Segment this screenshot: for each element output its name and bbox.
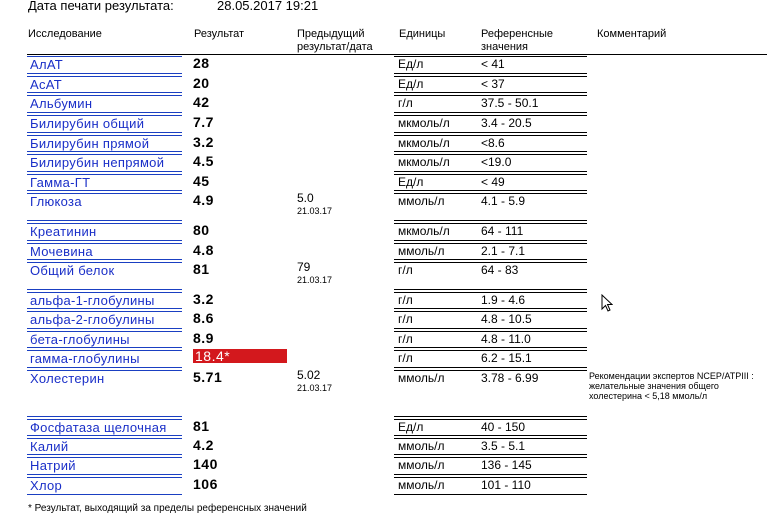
table-row xyxy=(27,418,767,437)
units-cell xyxy=(394,477,480,495)
result-value: 4.8 xyxy=(193,242,214,258)
reference-range: 4.1 - 5.9 xyxy=(481,194,526,208)
test-name[interactable]: Хлор xyxy=(30,478,63,493)
test-name-cell xyxy=(27,438,182,455)
reference-cell xyxy=(478,331,587,348)
result-value: 4.9 xyxy=(193,192,214,208)
result-value: 4.5 xyxy=(193,153,214,169)
previous-result-date: 21.03.17 xyxy=(297,206,333,216)
units: мкмоль/л xyxy=(398,116,450,130)
test-name[interactable]: Билирубин общий xyxy=(30,116,145,131)
print-date-label: Дата печати результата: xyxy=(28,0,174,13)
reference-cell xyxy=(478,457,587,475)
test-name[interactable]: альфа-1-глобулины xyxy=(30,293,155,308)
reference-range: 3.78 - 6.99 xyxy=(481,371,539,385)
table-row xyxy=(27,134,767,153)
units: Ед/л xyxy=(398,175,424,189)
units-cell xyxy=(394,223,480,241)
result-value: 7.7 xyxy=(193,114,214,130)
units-cell xyxy=(394,419,480,436)
reference-range: 64 - 111 xyxy=(481,224,524,238)
reference-range: 4.8 - 10.5 xyxy=(481,312,532,326)
units: Ед/л xyxy=(398,57,424,71)
units: г/л xyxy=(398,332,413,346)
units: г/л xyxy=(398,351,413,365)
test-name[interactable]: альфа-2-глобулины xyxy=(30,312,155,327)
result-value: 106 xyxy=(193,476,218,492)
test-name[interactable]: Фосфатаза щелочная xyxy=(30,420,167,435)
test-name-cell xyxy=(27,311,182,329)
units: г/л xyxy=(398,96,413,110)
reference-cell xyxy=(478,193,587,221)
table-row xyxy=(27,476,767,496)
units-cell xyxy=(394,438,480,455)
units: Ед/л xyxy=(398,420,424,434)
reference-range: < 49 xyxy=(481,175,505,189)
units-cell xyxy=(394,154,480,172)
previous-result: 5.0 xyxy=(297,191,314,205)
test-name-cell xyxy=(27,76,182,93)
test-name-cell xyxy=(27,331,182,348)
reference-range: 2.1 - 7.1 xyxy=(481,244,526,258)
table-row xyxy=(27,456,767,476)
units-cell xyxy=(394,370,480,417)
test-name-cell xyxy=(27,56,182,74)
units: мкмоль/л xyxy=(398,136,450,150)
footnote: * Результат, выходящий за пределы референсных значений xyxy=(28,503,307,514)
reference-cell xyxy=(478,350,587,368)
result-value: 80 xyxy=(193,222,210,238)
table-row xyxy=(27,55,767,75)
reference-cell xyxy=(478,477,587,495)
reference-range: < 37 xyxy=(481,77,505,91)
reference-range: <8.6 xyxy=(481,136,505,150)
test-name-cell xyxy=(27,193,182,221)
test-name-cell xyxy=(27,243,182,260)
reference-range: 136 - 145 xyxy=(481,458,532,472)
units-cell xyxy=(394,174,480,191)
header-result: Результат xyxy=(194,28,245,40)
units-cell xyxy=(394,331,480,348)
test-name[interactable]: Натрий xyxy=(30,458,76,473)
table-row xyxy=(27,310,767,330)
units: ммоль/л xyxy=(398,439,445,453)
test-name-cell xyxy=(27,292,182,309)
test-name[interactable]: Общий белок xyxy=(30,263,115,278)
table-row xyxy=(27,192,767,222)
units: мкмоль/л xyxy=(398,155,450,169)
table-row xyxy=(27,330,767,349)
units-cell xyxy=(394,243,480,260)
reference-cell xyxy=(478,115,587,133)
table-row xyxy=(27,369,767,418)
table-row xyxy=(27,291,767,310)
units: ммоль/л xyxy=(398,458,445,472)
header-comment: Комментарий xyxy=(597,28,667,40)
print-date-value: 28.05.2017 19:21 xyxy=(217,0,319,13)
test-name[interactable]: Гамма-ГТ xyxy=(30,175,91,190)
reference-range: 3.4 - 20.5 xyxy=(481,116,532,130)
units: ммоль/л xyxy=(398,194,445,208)
result-value: 81 xyxy=(193,418,210,434)
reference-range: 64 - 83 xyxy=(481,263,519,277)
reference-cell xyxy=(478,370,587,417)
units: г/л xyxy=(398,263,413,277)
result-value: 3.2 xyxy=(193,291,214,307)
reference-cell xyxy=(478,76,587,93)
comment: Рекомендации экспертов NCEP/ATPIII : желательные значения общего холестерина < 5,18 ммоль/л xyxy=(589,371,754,401)
test-name[interactable]: Альбумин xyxy=(30,96,93,111)
units: г/л xyxy=(398,293,413,307)
table-row xyxy=(27,349,767,369)
test-name[interactable]: Глюкоза xyxy=(30,194,82,209)
test-name[interactable]: Билирубин непрямой xyxy=(30,155,165,170)
units: ммоль/л xyxy=(398,478,445,492)
units-cell xyxy=(394,457,480,475)
previous-result-date: 21.03.17 xyxy=(297,275,333,285)
reference-cell xyxy=(478,135,587,152)
reference-cell xyxy=(478,95,587,113)
reference-cell xyxy=(478,243,587,260)
units-cell xyxy=(394,135,480,152)
reference-cell xyxy=(478,56,587,74)
reference-range: 3.5 - 5.1 xyxy=(481,439,526,453)
result-value: 8.9 xyxy=(193,330,214,346)
result-value: 42 xyxy=(193,94,210,110)
table-row xyxy=(27,173,767,192)
reference-range: 40 - 150 xyxy=(481,420,526,434)
result-value: 81 xyxy=(193,261,210,277)
result-value: 20 xyxy=(193,75,210,91)
units-cell xyxy=(394,311,480,329)
reference-cell xyxy=(478,154,587,172)
reference-cell xyxy=(478,262,587,290)
previous-result: 79 xyxy=(297,260,311,274)
units: г/л xyxy=(398,312,413,326)
reference-cell xyxy=(478,292,587,309)
header-previous-line1: Предыдущий xyxy=(297,28,365,40)
previous-result-date: 21.03.17 xyxy=(297,383,333,393)
result-value: 140 xyxy=(193,456,218,472)
header-units: Единицы xyxy=(399,28,446,40)
result-value: 5.71 xyxy=(193,369,223,385)
table-row xyxy=(27,94,767,114)
header-reference xyxy=(481,28,553,54)
test-name[interactable]: Калий xyxy=(30,439,69,454)
reference-range: 6.2 - 15.1 xyxy=(481,351,532,365)
test-name-cell xyxy=(27,370,182,417)
reference-range: 4.8 - 11.0 xyxy=(481,332,531,346)
test-name-cell xyxy=(27,135,182,152)
reference-cell xyxy=(478,223,587,241)
units: ммоль/л xyxy=(398,371,445,385)
test-name-cell xyxy=(27,115,182,133)
result-value: 8.6 xyxy=(193,310,214,326)
test-name[interactable]: Мочевина xyxy=(30,244,93,259)
test-name[interactable]: бета-глобулины xyxy=(30,332,130,347)
units-cell xyxy=(394,115,480,133)
units-cell xyxy=(394,350,480,368)
table-row xyxy=(27,437,767,456)
units-cell xyxy=(394,95,480,113)
test-name[interactable]: Холестерин xyxy=(30,371,105,386)
table-row xyxy=(27,242,767,261)
result-value-flagged: 18.4* xyxy=(193,349,287,363)
header-reference-line1: Референсные xyxy=(481,28,554,40)
test-name-cell xyxy=(27,477,182,495)
test-name-cell xyxy=(27,154,182,172)
reference-range: 37.5 - 50.1 xyxy=(481,96,539,110)
table-row xyxy=(27,261,767,291)
header-reference-line2: значения xyxy=(481,41,529,53)
result-value: 45 xyxy=(193,173,210,189)
reference-cell xyxy=(478,419,587,436)
test-name-cell xyxy=(27,223,182,241)
test-name[interactable]: Креатинин xyxy=(30,224,97,239)
test-name[interactable]: АлАТ xyxy=(30,57,64,72)
reference-range: 101 - 110 xyxy=(481,478,531,492)
test-name[interactable]: Билирубин прямой xyxy=(30,136,150,151)
result-value: 28 xyxy=(193,55,210,71)
units: ммоль/л xyxy=(398,244,445,258)
reference-range: <19.0 xyxy=(481,155,512,169)
table-row xyxy=(27,75,767,94)
units-cell xyxy=(394,292,480,309)
mouse-pointer-icon xyxy=(601,294,613,312)
test-name-cell xyxy=(27,174,182,191)
test-name[interactable]: АсАТ xyxy=(30,77,62,92)
table-row xyxy=(27,222,767,242)
units-cell xyxy=(394,76,480,93)
reference-cell xyxy=(478,438,587,455)
units-cell xyxy=(394,262,480,290)
result-value: 3.2 xyxy=(193,134,214,150)
units-cell xyxy=(394,56,480,74)
units: Ед/л xyxy=(398,77,424,91)
table-row xyxy=(27,114,767,134)
header-previous xyxy=(297,28,373,54)
reference-cell xyxy=(478,174,587,191)
test-name-cell xyxy=(27,262,182,290)
previous-result: 5.02 xyxy=(297,368,321,382)
header-test: Исследование xyxy=(28,28,102,40)
reference-range: < 41 xyxy=(481,57,505,71)
result-value: 4.2 xyxy=(193,437,214,453)
table-row xyxy=(27,153,767,173)
units: мкмоль/л xyxy=(398,224,450,238)
header-previous-line2: результат/дата xyxy=(297,41,373,53)
test-name-cell xyxy=(27,350,182,368)
test-name-cell xyxy=(27,95,182,113)
test-name-cell xyxy=(27,457,182,475)
reference-cell xyxy=(478,311,587,329)
test-name[interactable]: гамма-глобулины xyxy=(30,351,140,366)
reference-range: 1.9 - 4.6 xyxy=(481,293,526,307)
units-cell xyxy=(394,193,480,221)
test-name-cell xyxy=(27,419,182,436)
